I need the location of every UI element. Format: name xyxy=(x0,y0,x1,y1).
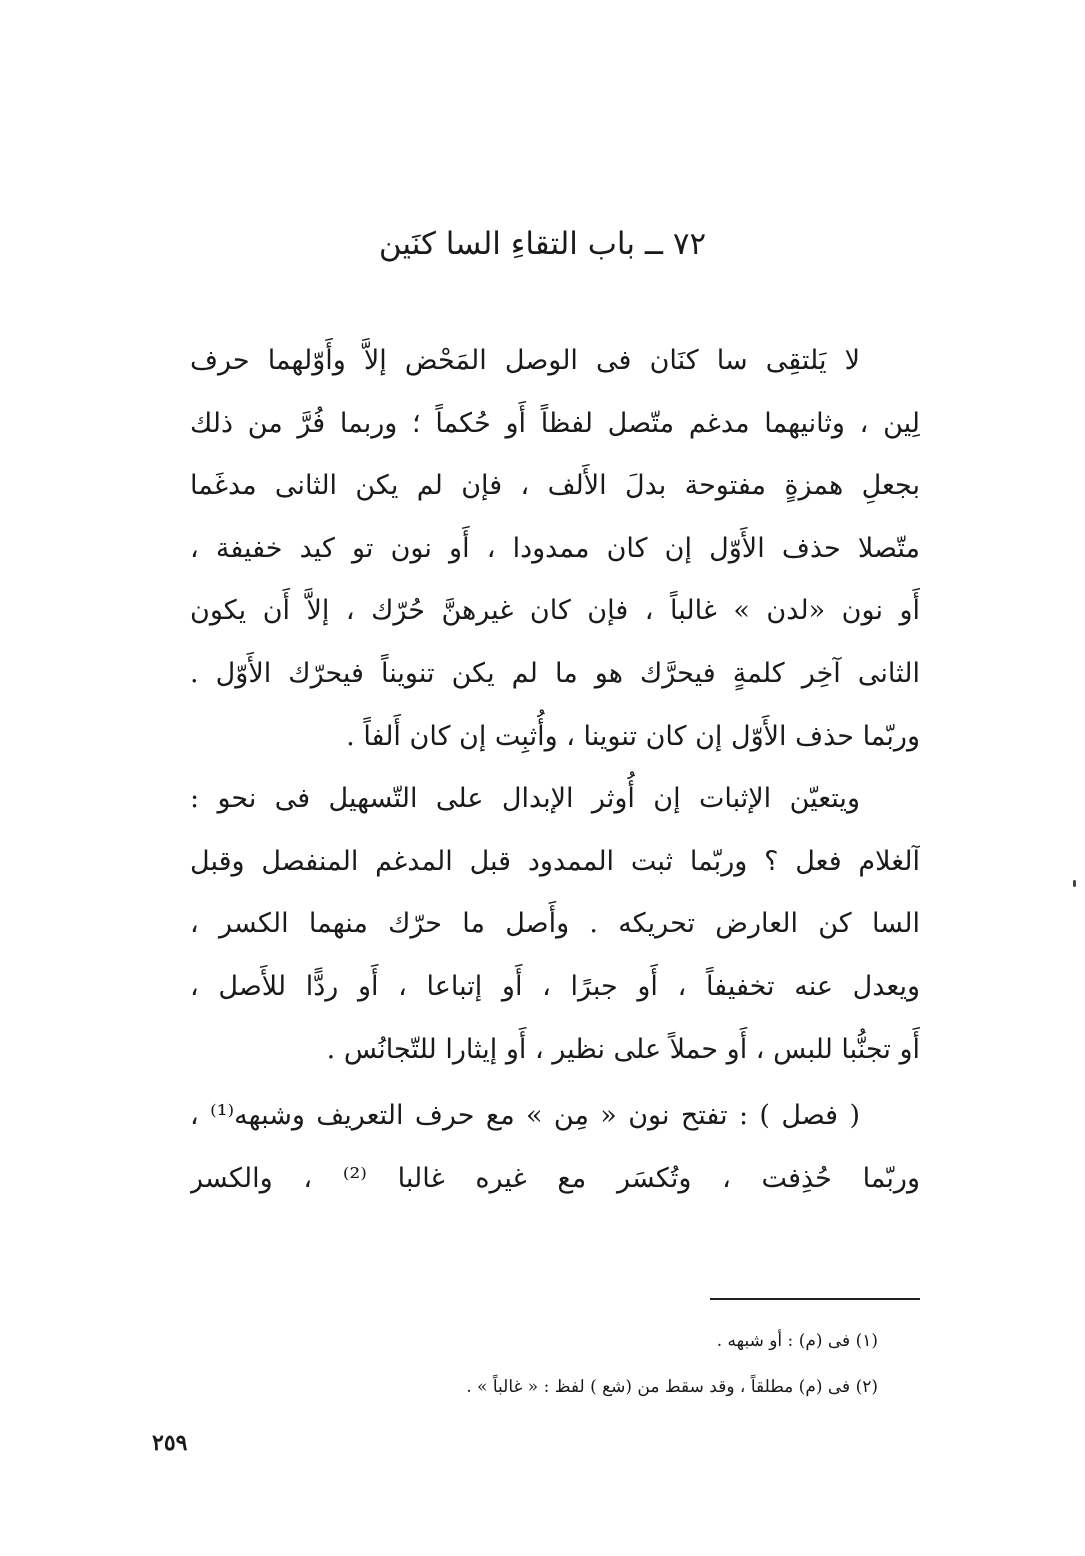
body-line: أَو تجنُّبا للبس ، أَو حملاً على نظير ، أَو إيثارا للتّجانُس . xyxy=(326,1033,920,1065)
body-line: ويتعيّن الإثبات إن أُوثر الإبدال على التّسهيل فى نحو : xyxy=(190,783,860,815)
footnote-divider xyxy=(710,1298,920,1300)
body-line: وربّما حُذِفت ، وتُكسَر مع غيره غالبا ⁽²⁾ ، والكسر xyxy=(190,1162,920,1194)
body-line: وربّما حذف الأَوّل إن كان تنوينا ، وأُثبِت إن كان أَلفاً . xyxy=(346,720,920,752)
body-line: ويعدل عنه تخفيفاً ، أَو جبرًا ، أَو إتباعا ، أَو ردًّا للأَصل ، xyxy=(190,970,920,1002)
scan-speck xyxy=(1073,880,1076,887)
body-text xyxy=(190,330,920,1210)
body-line: لِين ، وثانيهما مدغم متّصل لفظاً أَو حُكماً ؛ وربما فُرَّ من ذلك xyxy=(190,407,920,439)
body-line: الثانى آخِر كلمةٍ فيحرَّك هو ما لم يكن تنويناً فيحرّك الأَوّل . xyxy=(190,657,920,689)
body-line: السا كن العارض تحريكه . وأَصل ما حرّك منهما الكسر ، xyxy=(190,908,920,940)
body-line: آلغلام فعل ؟ وربّما ثبت الممدود قبل المدغم المنفصل وقبل xyxy=(190,845,920,877)
body-line: متّصلا حذف الأَوّل إن كان ممدودا ، أَو نون تو كيد خفيفة ، xyxy=(190,532,920,564)
body-line: أَو نون «لدن » غالباً ، فإن كان غيرهنَّ حُرّك ، إلاَّ أَن يكون xyxy=(190,595,920,627)
footnotes xyxy=(190,1318,878,1410)
chapter-title: ٧٢ ــ باب التقاءِ السا كنَين xyxy=(378,226,707,262)
footnote: (١) فى (م) : أو شبهه . xyxy=(716,1331,878,1351)
body-line: لا يَلتقِى سا كنَان فى الوصل المَحْض إلاَّ وأَوّلهما حرف xyxy=(190,345,860,376)
footnote: (٢) فى (م) مطلقاً ، وقد سقط من (شع ) لفظ : « غالباً » . xyxy=(466,1377,878,1397)
body-line: ( فصل ) : تفتح نون « مِن » مع حرف التعريف وشبهه⁽¹⁾ ، xyxy=(190,1100,860,1132)
body-line: بجعلِ همزةٍ مفتوحة بدلَ الأَلف ، فإن لم يكن الثانى مدغَما xyxy=(190,470,920,502)
page-number: ٢٥٩ xyxy=(152,1430,188,1456)
